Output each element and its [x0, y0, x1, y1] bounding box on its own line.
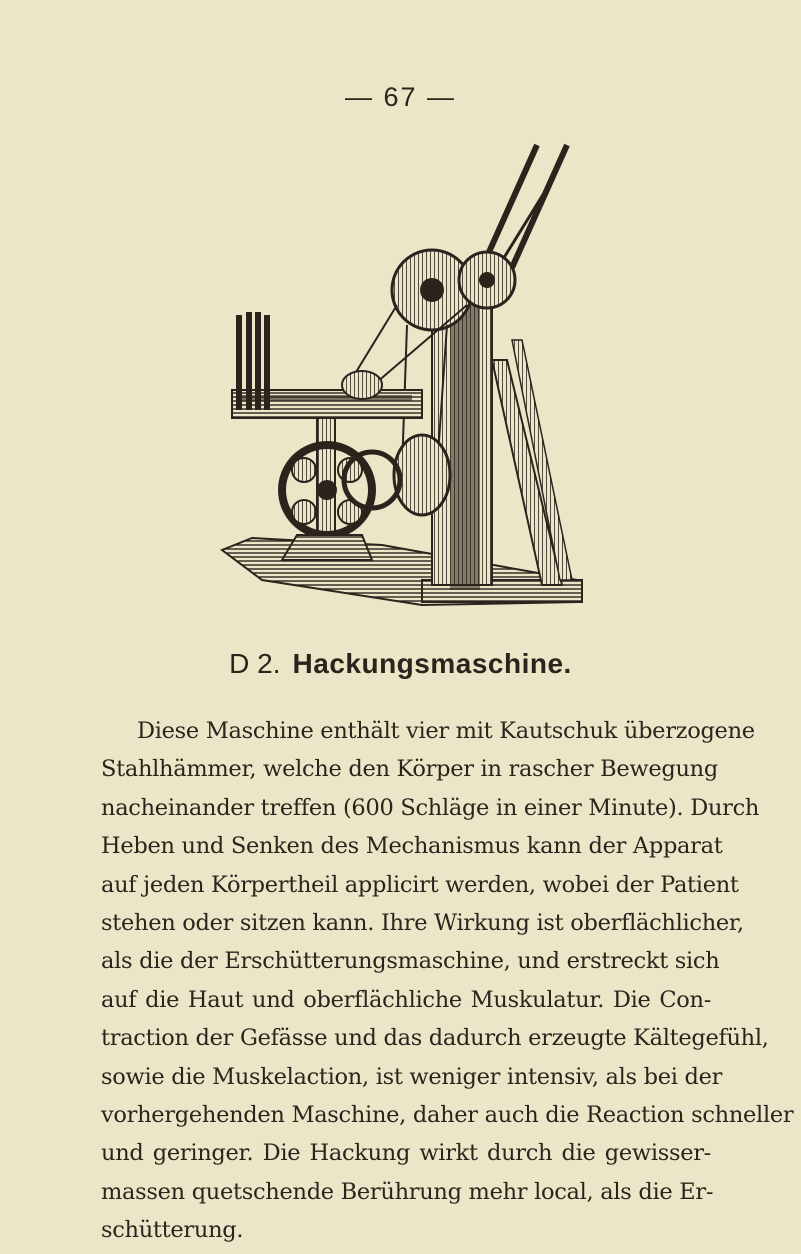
figure-caption — [0, 648, 801, 680]
text-line: sowie die Muskelaction, ist weniger intensiv, als bei der — [101, 1063, 723, 1090]
text-line: und geringer. Die Hackung wirkt durch die gewisser- — [101, 1140, 711, 1167]
hackungsmaschine-illustration — [222, 140, 587, 610]
figure-title: Hackungsmaschine. — [292, 648, 572, 679]
text-line: auf jeden Körpertheil applicirt werden, wobei der Patient — [101, 871, 739, 898]
text-line: schütterung. — [101, 1217, 244, 1244]
text-line: vorhergehenden Maschine, daher auch die Reaction schneller — [101, 1102, 794, 1129]
text-line: Diese Maschine enthält vier mit Kautschuk überzogene — [137, 718, 755, 744]
text-line: traction der Gefässe und das dadurch erzeugte Kältegefühl, — [101, 1025, 769, 1052]
text-line: massen quetschende Berührung mehr local, als die Er- — [101, 1178, 714, 1205]
text-line: stehen oder sitzen kann. Ihre Wirkung ist oberflächlicher, — [101, 910, 744, 937]
text-line: nacheinander treffen (600 Schläge in einer Minute). Durch — [101, 794, 760, 821]
page-number: — 67 — — [344, 82, 457, 112]
text-line: auf die Haut und oberflächliche Muskulatur. Die Con- — [101, 986, 711, 1013]
text-line: als die der Erschütterungsmaschine, und erstreckt sich — [101, 948, 720, 975]
text-line: Stahlhämmer, welche den Körper in rascher Bewegung — [101, 756, 718, 783]
figure-plate-label: D 2. — [229, 648, 281, 679]
text-line: Heben und Senken des Mechanismus kann der Apparat — [101, 833, 723, 860]
body-paragraph — [101, 712, 794, 1250]
